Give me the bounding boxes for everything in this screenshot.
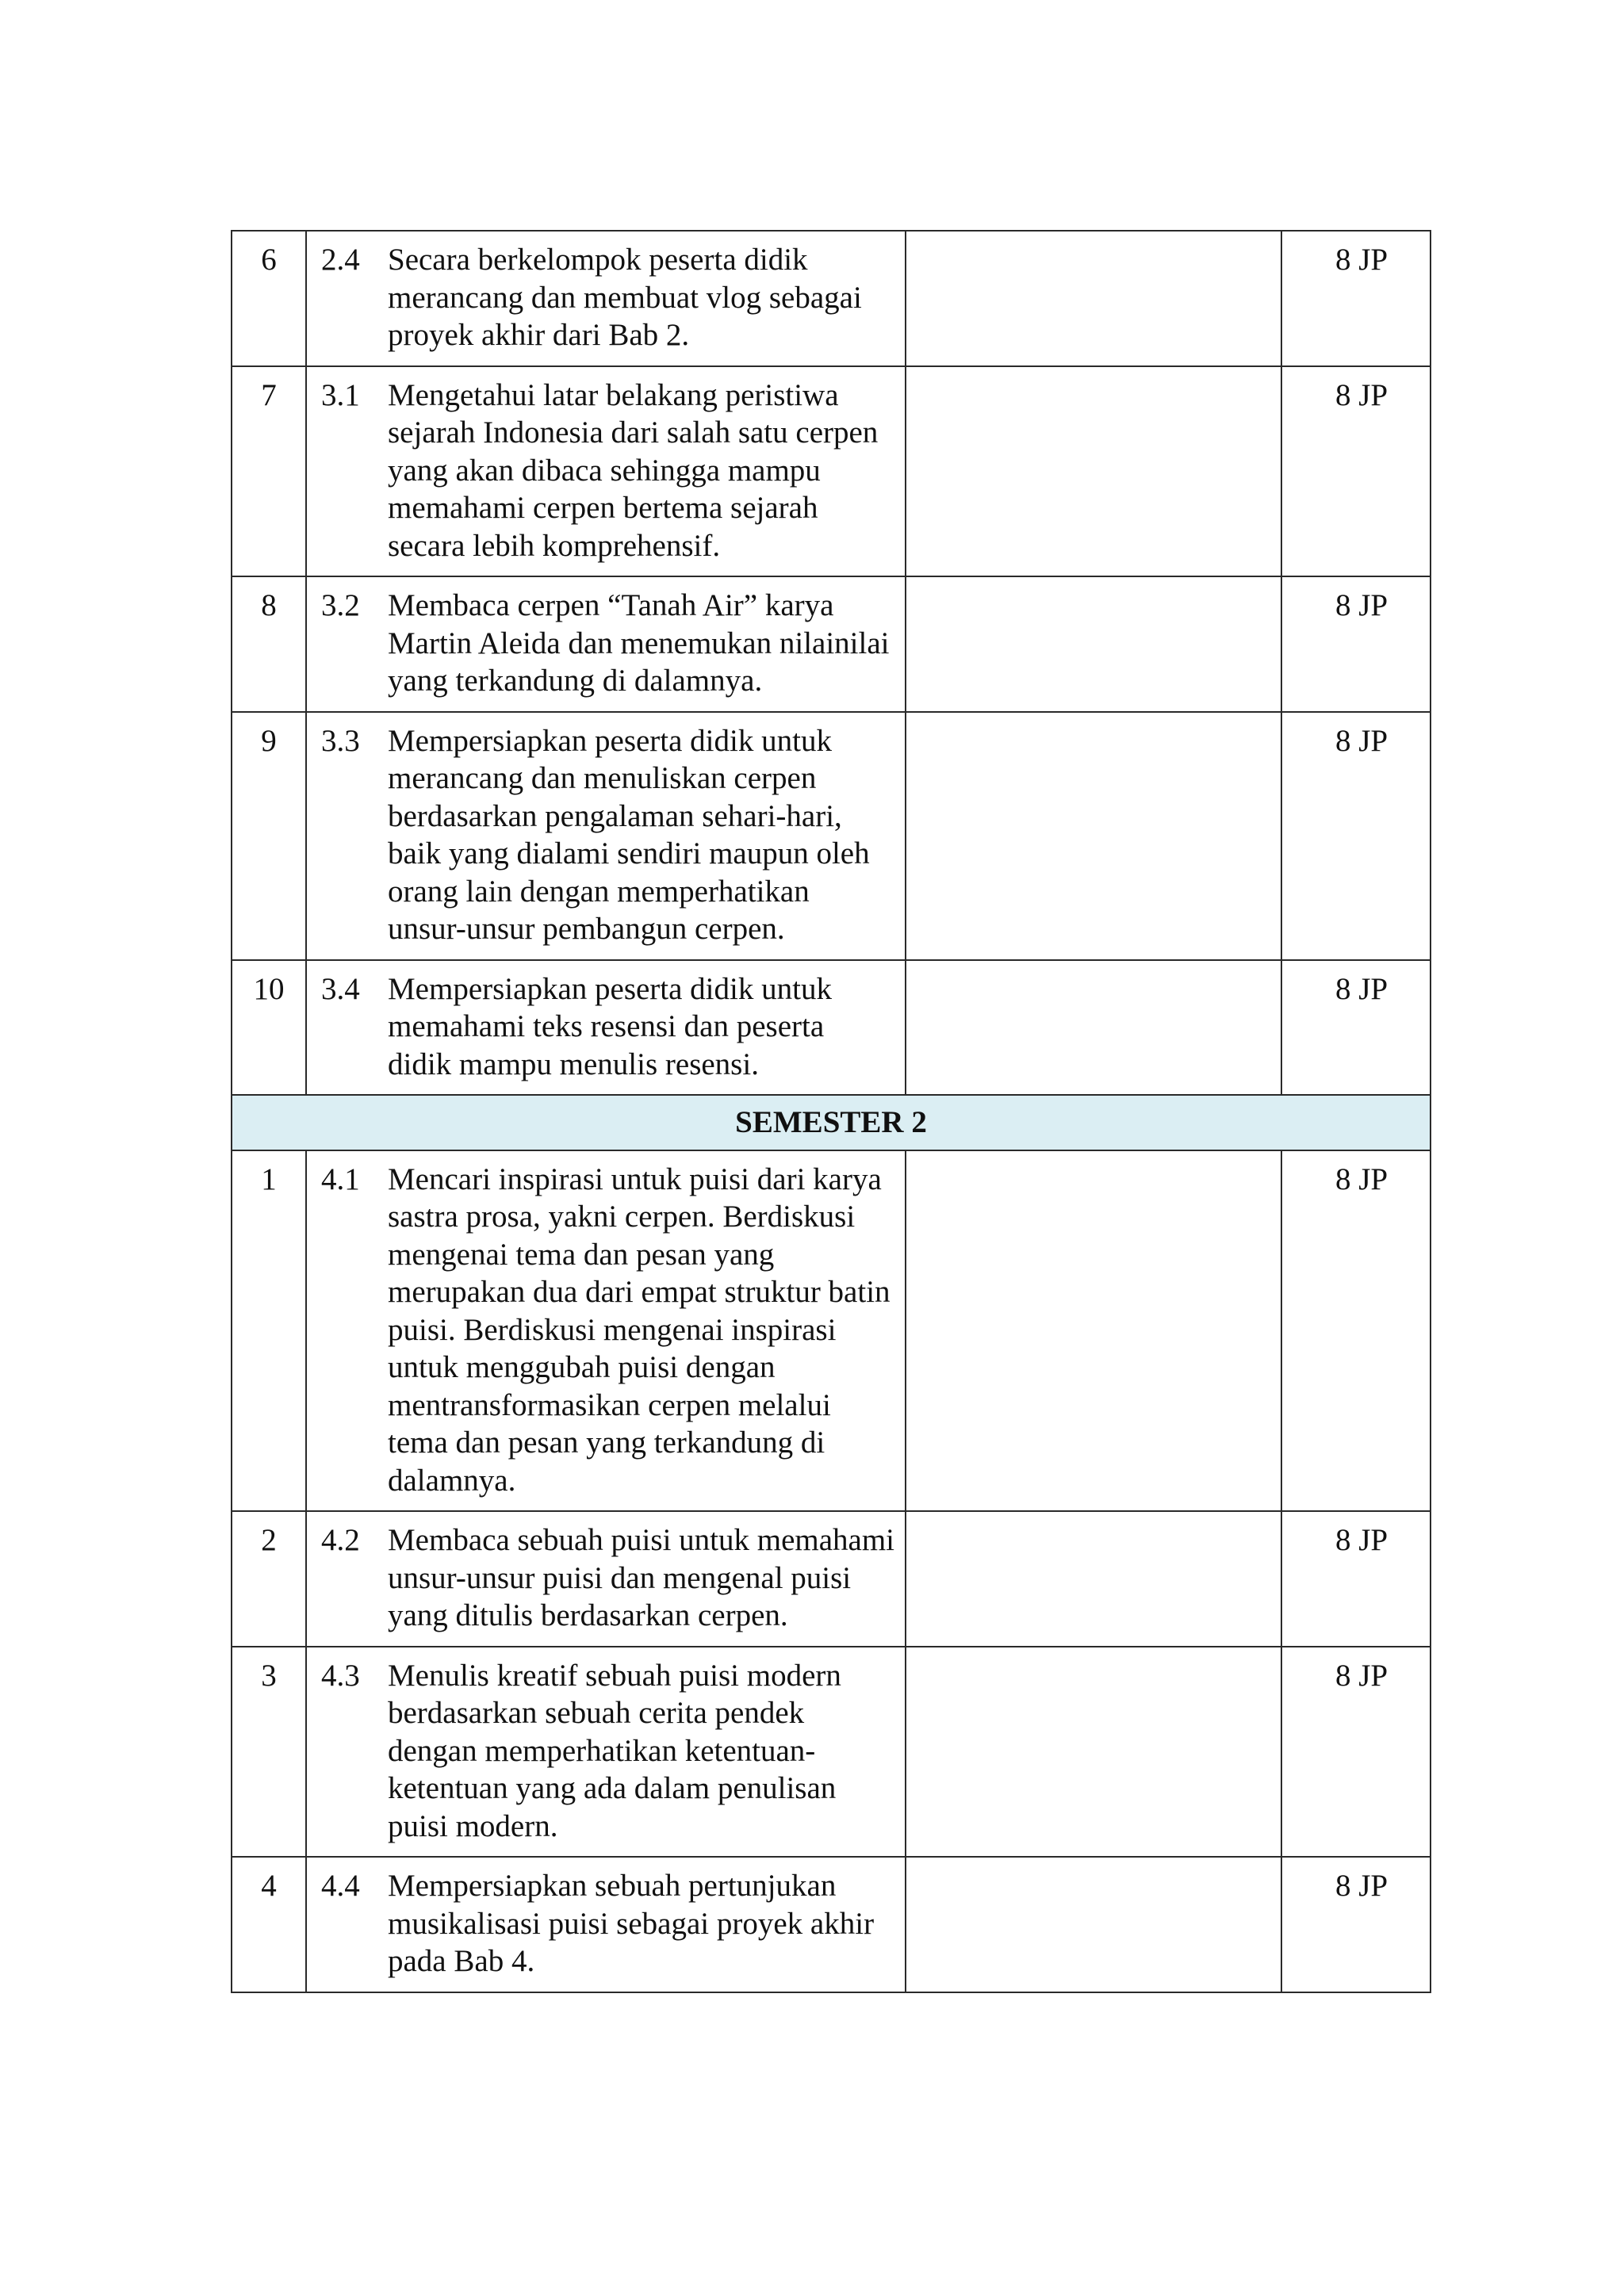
lesson-hours: 8 JP [1281,1857,1431,1992]
objective-text: Membaca sebuah puisi untuk memahami unsur-unsur puisi dan mengenal puisi yang ditulis berdasarkan cerpen. [388,1523,895,1632]
objective-text: Mencari inspirasi untuk puisi dari karya sastra prosa, yakni cerpen. Berdiskusi mengenai tema dan pesan yang merupakan dua dari empat struktur batin puisi. Berdiskusi mengenai inspirasi untuk menggubah puisi dengan mentransformasikan cerpen melalui tema dan pesan yang terkandung di dalamnya. [388,1161,891,1498]
objective-text: Mengetahui latar belakang peristiwa sejarah Indonesia dari salah satu cerpen yang akan dibaca sehingga mampu memahami cerpen bertema sejarah secara lebih komprehensif. [388,377,879,563]
empty-cell [906,1511,1281,1647]
empty-cell [906,1150,1281,1512]
empty-cell [906,366,1281,577]
learning-objective-cell [306,712,906,960]
table-row [232,1511,1431,1647]
empty-cell [906,712,1281,960]
table-row [232,960,1431,1096]
objective-code: 4.4 [321,1869,360,1903]
row-number: 8 [232,576,306,712]
objective-code: 4.2 [321,1523,360,1557]
lesson-hours: 8 JP [1281,960,1431,1096]
learning-objective-cell [306,1150,906,1512]
objective-text: Menulis kreatif sebuah puisi modern berdasarkan sebuah cerita pendek dengan memperhatikan ketentuan-ketentuan yang ada dalam penulisan puisi modern. [388,1658,841,1843]
learning-objective-cell [306,1647,906,1858]
lesson-hours: 8 JP [1281,1647,1431,1858]
objective-code: 3.3 [321,723,360,758]
objective-code: 3.1 [321,377,360,412]
table-row [232,231,1431,366]
objective-code: 3.2 [321,588,360,622]
table-row [232,366,1431,577]
empty-cell [906,1857,1281,1992]
table-row [232,1150,1431,1512]
row-number: 1 [232,1150,306,1512]
semester-header-row [232,1095,1431,1150]
semester-label: SEMESTER 2 [232,1095,1431,1150]
row-number: 7 [232,366,306,577]
row-number: 9 [232,712,306,960]
table-row [232,1647,1431,1858]
objective-text: Secara berkelompok peserta didik merancang dan membuat vlog sebagai proyek akhir dari Bab 2. [388,243,862,352]
objective-text: Mempersiapkan peserta didik untuk memahami teks resensi dan peserta didik mampu menulis resensi. [388,971,832,1081]
table-row [232,576,1431,712]
learning-objective-cell [306,366,906,577]
row-number: 4 [232,1857,306,1992]
objective-code: 4.3 [321,1658,360,1693]
lesson-hours: 8 JP [1281,1511,1431,1647]
syllabus-table [231,230,1431,1993]
learning-objective-cell [306,1511,906,1647]
table-row [232,712,1431,960]
empty-cell [906,1647,1281,1858]
lesson-hours: 8 JP [1281,231,1431,366]
objective-text: Mempersiapkan sebuah pertunjukan musikalisasi puisi sebagai proyek akhir pada Bab 4. [388,1869,875,1978]
objective-code: 3.4 [321,971,360,1006]
learning-objective-cell [306,1857,906,1992]
row-number: 2 [232,1511,306,1647]
empty-cell [906,231,1281,366]
table-row [232,1857,1431,1992]
empty-cell [906,576,1281,712]
row-number: 10 [232,960,306,1096]
empty-cell [906,960,1281,1096]
objective-text: Membaca cerpen “Tanah Air” karya Martin Aleida dan menemukan nilainilai yang terkandung di dalamnya. [388,588,890,698]
lesson-hours: 8 JP [1281,576,1431,712]
row-number: 6 [232,231,306,366]
objective-code: 2.4 [321,243,360,277]
learning-objective-cell [306,960,906,1096]
objective-text: Mempersiapkan peserta didik untuk merancang dan menuliskan cerpen berdasarkan pengalaman sehari-hari, baik yang dialami sendiri maupun oleh orang lain dengan memperhatikan unsur-unsur pembangun cerpen. [388,723,870,946]
row-number: 3 [232,1647,306,1858]
lesson-hours: 8 JP [1281,1150,1431,1512]
objective-code: 4.1 [321,1161,360,1196]
lesson-hours: 8 JP [1281,366,1431,577]
learning-objective-cell [306,576,906,712]
learning-objective-cell [306,231,906,366]
lesson-hours: 8 JP [1281,712,1431,960]
